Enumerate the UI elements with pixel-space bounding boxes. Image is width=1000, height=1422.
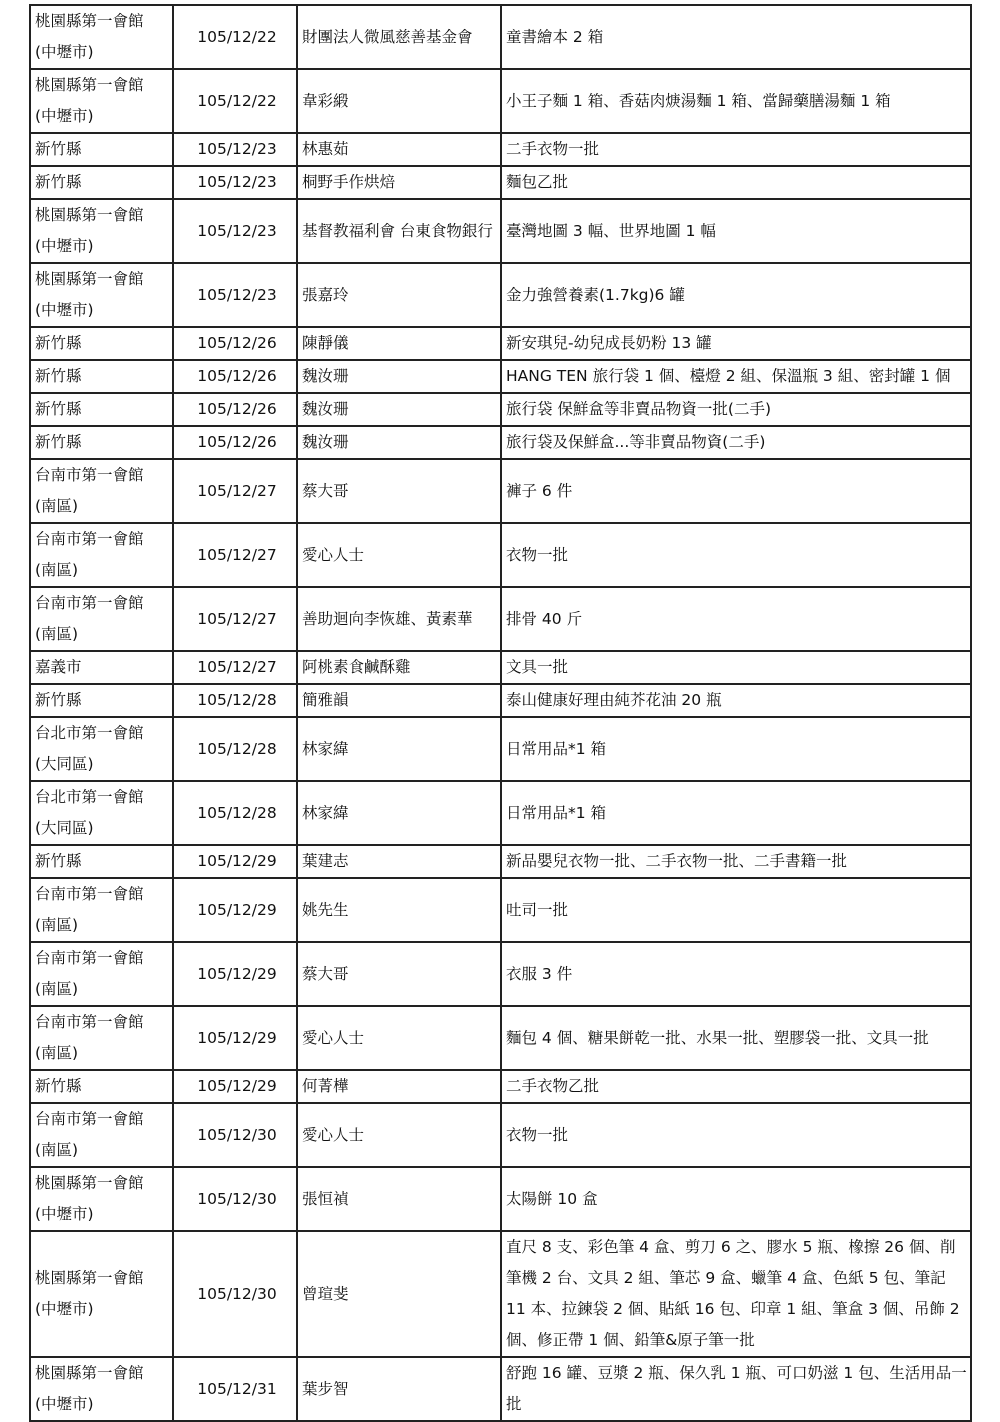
- site-cell: 嘉義市: [30, 651, 173, 684]
- donor-cell: 林家緯: [297, 781, 501, 845]
- date-cell: 105/12/29: [173, 942, 297, 1006]
- donor-cell: 曾瑄斐: [297, 1231, 501, 1357]
- table-row: [30, 459, 971, 523]
- donor-cell: 愛心人士: [297, 1103, 501, 1167]
- item-cell: 臺灣地圖 3 幅、世界地圖 1 幅: [501, 199, 971, 263]
- date-cell: 105/12/29: [173, 1006, 297, 1070]
- date-cell: 105/12/27: [173, 523, 297, 587]
- date-cell: 105/12/22: [173, 69, 297, 133]
- table-row: [30, 717, 971, 781]
- site-cell: 桃園縣第一會館 (中壢市): [30, 69, 173, 133]
- table-row: [30, 684, 971, 717]
- donation-table: [29, 4, 972, 1422]
- item-cell: 童書繪本 2 箱: [501, 5, 971, 69]
- item-cell: 衣服 3 件: [501, 942, 971, 1006]
- table-row: [30, 523, 971, 587]
- date-cell: 105/12/26: [173, 360, 297, 393]
- table-row: [30, 1167, 971, 1231]
- site-cell: 新竹縣: [30, 845, 173, 878]
- site-cell: 新竹縣: [30, 133, 173, 166]
- site-cell: 台南市第一會館 (南區): [30, 878, 173, 942]
- date-cell: 105/12/31: [173, 1357, 297, 1421]
- donor-cell: 桐野手作烘焙: [297, 166, 501, 199]
- item-cell: 旅行袋 保鮮盒等非賣品物資一批(二手): [501, 393, 971, 426]
- date-cell: 105/12/27: [173, 459, 297, 523]
- item-cell: 褲子 6 件: [501, 459, 971, 523]
- table-row: [30, 69, 971, 133]
- date-cell: 105/12/27: [173, 587, 297, 651]
- site-cell: 台南市第一會館 (南區): [30, 1006, 173, 1070]
- donor-cell: 葉步智: [297, 1357, 501, 1421]
- item-cell: 文具一批: [501, 651, 971, 684]
- donor-cell: 魏汝珊: [297, 360, 501, 393]
- table-row: [30, 327, 971, 360]
- table-row: [30, 199, 971, 263]
- site-cell: 台南市第一會館 (南區): [30, 942, 173, 1006]
- item-cell: 旅行袋及保鮮盒...等非賣品物資(二手): [501, 426, 971, 459]
- item-cell: 日常用品*1 箱: [501, 781, 971, 845]
- date-cell: 105/12/29: [173, 878, 297, 942]
- date-cell: 105/12/26: [173, 426, 297, 459]
- table-row: [30, 133, 971, 166]
- site-cell: 台南市第一會館 (南區): [30, 459, 173, 523]
- donor-cell: 財團法人微風慈善基金會: [297, 5, 501, 69]
- date-cell: 105/12/23: [173, 199, 297, 263]
- site-cell: 台北市第一會館 (大同區): [30, 781, 173, 845]
- item-cell: 新安琪兒-幼兒成長奶粉 13 罐: [501, 327, 971, 360]
- date-cell: 105/12/23: [173, 166, 297, 199]
- table-row: [30, 651, 971, 684]
- table-row: [30, 942, 971, 1006]
- site-cell: 新竹縣: [30, 327, 173, 360]
- donor-cell: 林家緯: [297, 717, 501, 781]
- site-cell: 台南市第一會館 (南區): [30, 1103, 173, 1167]
- site-cell: 新竹縣: [30, 1070, 173, 1103]
- site-cell: 桃園縣第一會館 (中壢市): [30, 5, 173, 69]
- site-cell: 桃園縣第一會館 (中壢市): [30, 1231, 173, 1357]
- table-row: [30, 393, 971, 426]
- table-row: [30, 360, 971, 393]
- site-cell: 新竹縣: [30, 360, 173, 393]
- date-cell: 105/12/23: [173, 263, 297, 327]
- item-cell: 舒跑 16 罐、豆漿 2 瓶、保久乳 1 瓶、可口奶滋 1 包、生活用品一批: [501, 1357, 971, 1421]
- item-cell: 二手衣物乙批: [501, 1070, 971, 1103]
- date-cell: 105/12/29: [173, 1070, 297, 1103]
- donor-cell: 魏汝珊: [297, 393, 501, 426]
- donor-cell: 蔡大哥: [297, 942, 501, 1006]
- table-row: [30, 426, 971, 459]
- donor-cell: 蔡大哥: [297, 459, 501, 523]
- site-cell: 台南市第一會館 (南區): [30, 587, 173, 651]
- donation-table-body: [30, 5, 971, 1421]
- donor-cell: 簡雅韻: [297, 684, 501, 717]
- date-cell: 105/12/30: [173, 1231, 297, 1357]
- item-cell: 新品嬰兒衣物一批、二手衣物一批、二手書籍一批: [501, 845, 971, 878]
- table-row: [30, 1357, 971, 1421]
- date-cell: 105/12/26: [173, 393, 297, 426]
- item-cell: 金力強營養素(1.7kg)6 罐: [501, 263, 971, 327]
- item-cell: 太陽餅 10 盒: [501, 1167, 971, 1231]
- date-cell: 105/12/30: [173, 1103, 297, 1167]
- item-cell: 麵包 4 個、糖果餅乾一批、水果一批、塑膠袋一批、文具一批: [501, 1006, 971, 1070]
- site-cell: 桃園縣第一會館 (中壢市): [30, 1167, 173, 1231]
- table-row: [30, 5, 971, 69]
- table-row: [30, 878, 971, 942]
- date-cell: 105/12/28: [173, 781, 297, 845]
- donor-cell: 陳靜儀: [297, 327, 501, 360]
- donor-cell: 善助迴向李恢雄、黃素華: [297, 587, 501, 651]
- item-cell: 日常用品*1 箱: [501, 717, 971, 781]
- date-cell: 105/12/26: [173, 327, 297, 360]
- date-cell: 105/12/29: [173, 845, 297, 878]
- item-cell: 直尺 8 支、彩色筆 4 盒、剪刀 6 之、膠水 5 瓶、橡擦 26 個、削筆機 2 台、文具 2 組、筆芯 9 盒、蠟筆 4 盒、色紙 5 包、筆記 11 本、拉鍊袋 2 個、貼紙 16 包、印章 1 組、筆盒 3 個、吊飾 2 個、修正帶 1 個、鉛筆&原子筆一批: [501, 1231, 971, 1357]
- table-row: [30, 1006, 971, 1070]
- date-cell: 105/12/27: [173, 651, 297, 684]
- table-row: [30, 263, 971, 327]
- donor-cell: 張恒禎: [297, 1167, 501, 1231]
- item-cell: 排骨 40 斤: [501, 587, 971, 651]
- site-cell: 台北市第一會館 (大同區): [30, 717, 173, 781]
- donor-cell: 韋彩緞: [297, 69, 501, 133]
- site-cell: 桃園縣第一會館 (中壢市): [30, 199, 173, 263]
- site-cell: 桃園縣第一會館 (中壢市): [30, 263, 173, 327]
- donor-cell: 何菁樺: [297, 1070, 501, 1103]
- item-cell: 小王子麵 1 箱、香菇肉焿湯麵 1 箱、當歸藥膳湯麵 1 箱: [501, 69, 971, 133]
- site-cell: 台南市第一會館 (南區): [30, 523, 173, 587]
- donor-cell: 愛心人士: [297, 523, 501, 587]
- donor-cell: 基督教福利會 台東食物銀行: [297, 199, 501, 263]
- table-row: [30, 845, 971, 878]
- donor-cell: 林惠茹: [297, 133, 501, 166]
- date-cell: 105/12/28: [173, 684, 297, 717]
- site-cell: 新竹縣: [30, 166, 173, 199]
- donor-cell: 葉建志: [297, 845, 501, 878]
- table-row: [30, 781, 971, 845]
- table-row: [30, 166, 971, 199]
- table-row: [30, 1070, 971, 1103]
- item-cell: 衣物一批: [501, 523, 971, 587]
- table-row: [30, 1103, 971, 1167]
- date-cell: 105/12/28: [173, 717, 297, 781]
- item-cell: HANG TEN 旅行袋 1 個、檯燈 2 組、保溫瓶 3 組、密封罐 1 個: [501, 360, 971, 393]
- site-cell: 桃園縣第一會館 (中壢市): [30, 1357, 173, 1421]
- item-cell: 泰山健康好理由純芥花油 20 瓶: [501, 684, 971, 717]
- item-cell: 吐司一批: [501, 878, 971, 942]
- date-cell: 105/12/23: [173, 133, 297, 166]
- item-cell: 二手衣物一批: [501, 133, 971, 166]
- table-row: [30, 587, 971, 651]
- item-cell: 麵包乙批: [501, 166, 971, 199]
- donor-cell: 魏汝珊: [297, 426, 501, 459]
- table-row: [30, 1231, 971, 1357]
- donor-cell: 愛心人士: [297, 1006, 501, 1070]
- donor-cell: 阿桃素食鹹酥雞: [297, 651, 501, 684]
- date-cell: 105/12/22: [173, 5, 297, 69]
- donor-cell: 姚先生: [297, 878, 501, 942]
- site-cell: 新竹縣: [30, 426, 173, 459]
- site-cell: 新竹縣: [30, 393, 173, 426]
- item-cell: 衣物一批: [501, 1103, 971, 1167]
- date-cell: 105/12/30: [173, 1167, 297, 1231]
- site-cell: 新竹縣: [30, 684, 173, 717]
- donor-cell: 張嘉玲: [297, 263, 501, 327]
